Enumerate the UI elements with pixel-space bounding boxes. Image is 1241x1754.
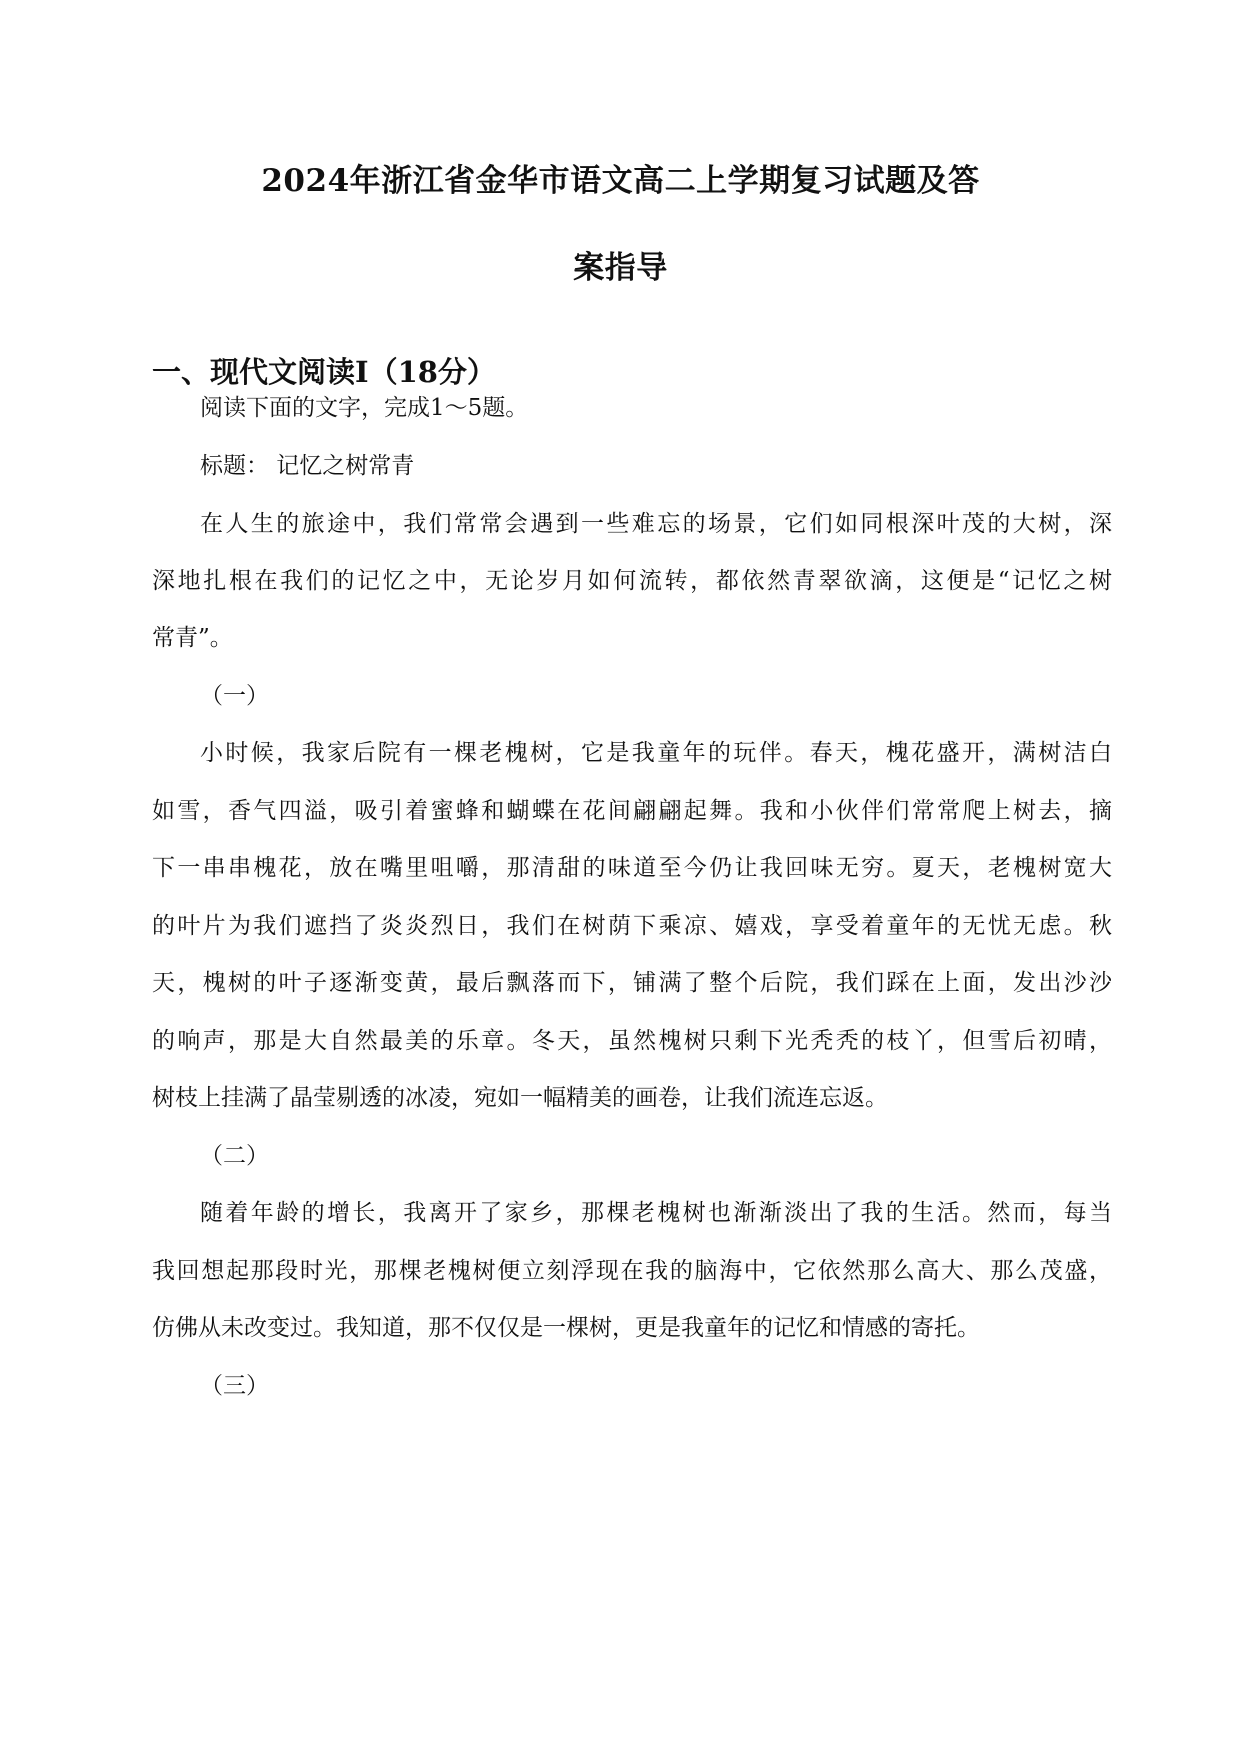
document-title-line-1: 2024年浙江省金华市语文高二上学期复习试题及答: [261, 163, 980, 199]
section-heading: 一、现代文阅读Ⅰ（18分）: [152, 355, 496, 389]
intro-line-1: 在人生的旅途中，我们常常会遇到一些难忘的场景，它们如同根深叶茂的大树，深: [200, 511, 1112, 537]
part-2-line-3: 仿佛从未改变过。我知道，那不仅仅是一棵树，更是我童年的记忆和情感的寄托。: [152, 1315, 980, 1341]
part-3-marker: （三）: [200, 1373, 269, 1399]
part-1-line-2: 如雪，香气四溢，吸引着蜜蜂和蝴蝶在花间翩翩起舞。我和小伙伴们常常爬上树去，摘: [152, 798, 1112, 824]
part-1-marker: （一）: [200, 683, 269, 709]
part-2-line-1: 随着年龄的增长，我离开了家乡，那棵老槐树也渐渐淡出了我的生活。然而，每当: [200, 1200, 1112, 1226]
intro-line-2: 深地扎根在我们的记忆之中，无论岁月如何流转，都依然青翠欲滴，这便是“记忆之树: [152, 568, 1112, 594]
part-1-line-6: 的响声，那是大自然最美的乐章。冬天，虽然槐树只剩下光秃秃的枝丫，但雪后初晴，: [152, 1028, 1112, 1054]
part-1-line-5: 天，槐树的叶子逐渐变黄，最后飘落而下，铺满了整个后院，我们踩在上面，发出沙沙: [152, 970, 1112, 996]
part-1-line-3: 下一串串槐花，放在嘴里咀嚼，那清甜的味道至今仍让我回味无穷。夏天，老槐树宽大: [152, 855, 1112, 881]
part-1-line-7: 树枝上挂满了晶莹剔透的冰凌，宛如一幅精美的画卷，让我们流连忘返。: [152, 1085, 888, 1111]
part-1-line-4: 的叶片为我们遮挡了炎炎烈日，我们在树荫下乘凉、嬉戏，享受着童年的无忧无虑。秋: [152, 913, 1112, 939]
part-1-line-1: 小时候，我家后院有一棵老槐树，它是我童年的玩伴。春天，槐花盛开，满树洁白: [200, 740, 1112, 766]
part-2-marker: （二）: [200, 1143, 269, 1169]
intro-line-3: 常青”。: [152, 625, 233, 651]
part-2-line-2: 我回想起那段时光，那棵老槐树便立刻浮现在我的脑海中，它依然那么高大、那么茂盛，: [152, 1258, 1112, 1284]
passage-title: 标题： 记忆之树常青: [200, 453, 415, 479]
document-title-line-2: 案指导: [573, 250, 668, 286]
instruction-text: 阅读下面的文字，完成1～5题。: [200, 395, 529, 421]
